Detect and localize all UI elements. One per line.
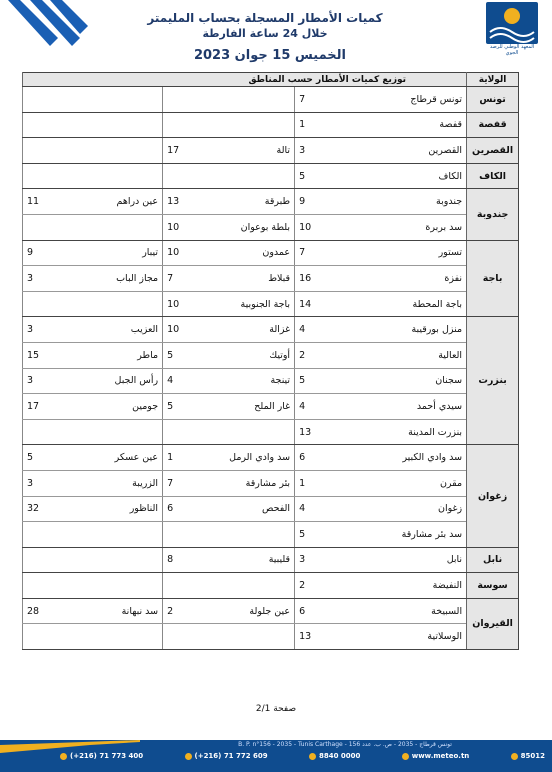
governorate-cell: قفصة: [467, 112, 519, 138]
rainfall-value: 28: [23, 598, 53, 624]
station-name: عين دراهم: [53, 189, 163, 215]
rainfall-value: 4: [295, 394, 317, 420]
station-name: باجة الجنوبية: [185, 291, 295, 317]
rainfall-value: 5: [295, 368, 317, 394]
rainfall-value: [163, 522, 185, 548]
rainfall-value: 14: [295, 291, 317, 317]
website-link[interactable]: www.meteo.tn: [411, 752, 470, 760]
rainfall-value: 2: [295, 342, 317, 368]
station-name: مجاز الباب: [53, 266, 163, 292]
station-name: مقرن: [317, 470, 467, 496]
station-name: جومين: [53, 394, 163, 420]
table-row: [23, 445, 519, 471]
institute-logo: [486, 2, 538, 44]
governorate-cell: جندوبة: [467, 189, 519, 240]
governorate-cell: تونس: [467, 87, 519, 113]
rainfall-value: [23, 138, 53, 164]
rainfall-value: [23, 87, 53, 113]
table-row: [23, 547, 519, 573]
station-name: تينجة: [185, 368, 295, 394]
table-row: [23, 138, 519, 164]
station-name: سد بئر مشارقة: [317, 522, 467, 548]
rainfall-value: [23, 522, 53, 548]
rainfall-value: [23, 163, 53, 189]
station-name: الوسلاتية: [317, 624, 467, 650]
station-name: سد وادي الرمل: [185, 445, 295, 471]
station-name: [185, 573, 295, 599]
station-name: [185, 419, 295, 445]
station-name: تستور: [317, 240, 467, 266]
governorate-cell: القصرين: [467, 138, 519, 164]
table-row: [23, 87, 519, 113]
station-name: ماطر: [53, 342, 163, 368]
corner-stripes-decoration: [0, 0, 110, 60]
station-name: [185, 163, 295, 189]
table-row: [23, 598, 519, 624]
rainfall-value: 10: [163, 291, 185, 317]
governorate-cell: زغوان: [467, 445, 519, 547]
phone-number: (+216) 71 773 400: [70, 752, 144, 760]
station-name: عين جلولة: [185, 598, 295, 624]
station-name: غزالة: [185, 317, 295, 343]
rainfall-value: 13: [163, 189, 185, 215]
station-name: تونس قرطاج: [317, 87, 467, 113]
rainfall-value: [23, 291, 53, 317]
station-name: عين عسكر: [53, 445, 163, 471]
station-name: [53, 112, 163, 138]
footer-contacts: [60, 752, 545, 760]
rainfall-value: 6: [295, 598, 317, 624]
fax-contact: [185, 752, 268, 760]
footer-ribbon-decoration: [0, 727, 140, 772]
station-name: سد بربرة: [317, 214, 467, 240]
rainfall-value: 3: [23, 470, 53, 496]
table-row: [23, 522, 519, 548]
station-name: بئر مشارقة: [185, 470, 295, 496]
rainfall-value: 4: [163, 368, 185, 394]
rainfall-value: 10: [295, 214, 317, 240]
station-name: [53, 624, 163, 650]
rainfall-value: 2: [295, 573, 317, 599]
station-name: قبلاط: [185, 266, 295, 292]
rainfall-value: 2: [163, 598, 185, 624]
station-name: العزيب: [53, 317, 163, 343]
station-name: زغوان: [317, 496, 467, 522]
governorate-cell: نابل: [467, 547, 519, 573]
station-name: نابل: [317, 547, 467, 573]
rainfall-value: 1: [295, 470, 317, 496]
station-name: تالة: [185, 138, 295, 164]
rainfall-value: 7: [163, 470, 185, 496]
station-name: تيبار: [53, 240, 163, 266]
fax-number: (+216) 71 772 609: [194, 752, 268, 760]
rainfall-value: 5: [295, 163, 317, 189]
table-row: [23, 317, 519, 343]
page-number: صفحة 2/1: [255, 704, 297, 714]
footer-address: B. P. n°156 - 2035 - Tunis Carthage - تونس قرطاج - 2035 - ص. ب. عدد 156: [238, 741, 452, 748]
rainfall-value: 1: [295, 112, 317, 138]
station-name: سجنان: [317, 368, 467, 394]
table-body: [23, 87, 519, 650]
station-name: [185, 87, 295, 113]
table-row: [23, 419, 519, 445]
title-line-1: كميات الأمطار المسجلة بحساب المليمتر: [147, 11, 383, 25]
station-name: سيدي أحمد: [317, 394, 467, 420]
rainfall-value: 7: [163, 266, 185, 292]
station-name: [53, 138, 163, 164]
rainfall-value: 17: [163, 138, 185, 164]
table-row: [23, 624, 519, 650]
rainfall-value: [163, 163, 185, 189]
station-name: القصرين: [317, 138, 467, 164]
station-name: نفزة: [317, 266, 467, 292]
rainfall-value: 4: [295, 317, 317, 343]
rainfall-value: 3: [295, 138, 317, 164]
rainfall-value: [163, 112, 185, 138]
station-name: قفصة: [317, 112, 467, 138]
rainfall-value: 10: [163, 214, 185, 240]
phone-icon: [60, 753, 67, 760]
rainfall-value: 3: [23, 317, 53, 343]
station-name: العالية: [317, 342, 467, 368]
station-name: [53, 291, 163, 317]
station-name: طبرقة: [185, 189, 295, 215]
globe-icon: [402, 753, 409, 760]
station-name: رأس الجبل: [53, 368, 163, 394]
governorate-cell: الكاف: [467, 163, 519, 189]
rainfall-table: [22, 72, 519, 650]
rainfall-value: 8: [163, 547, 185, 573]
report-date: الخميس 15 جوان 2023: [193, 48, 347, 63]
rainfall-value: 9: [295, 189, 317, 215]
station-name: أوتيك: [185, 342, 295, 368]
rainfall-value: 10: [163, 240, 185, 266]
rainfall-value: [163, 573, 185, 599]
station-name: [53, 547, 163, 573]
green-number: 8840 0000: [319, 752, 361, 760]
rainfall-value: 5: [23, 445, 53, 471]
table-row: [23, 573, 519, 599]
rainfall-value: [163, 87, 185, 113]
table-row: [23, 266, 519, 292]
station-name: [53, 214, 163, 240]
rainfall-value: 6: [163, 496, 185, 522]
station-name: [53, 522, 163, 548]
rainfall-value: 1: [163, 445, 185, 471]
station-name: الفحص: [185, 496, 295, 522]
table-row: [23, 189, 519, 215]
rainfall-value: [23, 547, 53, 573]
rainfall-value: 10: [163, 317, 185, 343]
sms-contact: [511, 752, 545, 760]
sms-icon: [511, 753, 518, 760]
table-row: [23, 496, 519, 522]
governorate-cell: باجة: [467, 240, 519, 317]
table-row: [23, 240, 519, 266]
table-row: [23, 368, 519, 394]
report-title: [120, 10, 410, 41]
rainfall-value: [23, 573, 53, 599]
station-name: النفيضة: [317, 573, 467, 599]
station-name: غار الملح: [185, 394, 295, 420]
rainfall-value: 11: [23, 189, 53, 215]
rainfall-value: 6: [295, 445, 317, 471]
governorate-header: الولاية: [467, 73, 519, 87]
table-row: [23, 394, 519, 420]
rainfall-value: [23, 419, 53, 445]
station-name: [53, 419, 163, 445]
table-row: [23, 214, 519, 240]
rainfall-value: 3: [295, 547, 317, 573]
rainfall-value: 5: [295, 522, 317, 548]
sms-number: 85012: [520, 752, 545, 760]
station-name: قليبية: [185, 547, 295, 573]
table-row: [23, 112, 519, 138]
station-name: منزل بورقيبة: [317, 317, 467, 343]
rainfall-value: 17: [23, 394, 53, 420]
station-name: الناظور: [53, 496, 163, 522]
governorate-cell: سوسة: [467, 573, 519, 599]
station-name: بنزرت المدينة: [317, 419, 467, 445]
rainfall-value: [23, 214, 53, 240]
table-row: [23, 163, 519, 189]
rainfall-value: 7: [295, 87, 317, 113]
rainfall-value: [163, 419, 185, 445]
title-line-2: خلال 24 ساعة الفارطة: [202, 27, 328, 40]
rainfall-value: 16: [295, 266, 317, 292]
website-contact: [402, 752, 470, 760]
distribution-header: توزيع كميات الأمطار حسب المناطق: [23, 73, 467, 87]
rainfall-value: 4: [295, 496, 317, 522]
fax-icon: [185, 753, 192, 760]
green-number-icon: [309, 753, 316, 760]
station-name: [53, 163, 163, 189]
station-name: [185, 522, 295, 548]
station-name: باجة المحطة: [317, 291, 467, 317]
rainfall-value: 9: [23, 240, 53, 266]
governorate-cell: بنزرت: [467, 317, 519, 445]
station-name: [185, 624, 295, 650]
rainfall-value: 13: [295, 624, 317, 650]
station-name: بلطة بوعوان: [185, 214, 295, 240]
station-name: السبيخة: [317, 598, 467, 624]
station-name: سد نبهانة: [53, 598, 163, 624]
table-row: [23, 470, 519, 496]
phone-contact: [60, 752, 143, 760]
station-name: الكاف: [317, 163, 467, 189]
rainfall-value: 7: [295, 240, 317, 266]
rainfall-value: 13: [295, 419, 317, 445]
station-name: عمدون: [185, 240, 295, 266]
table-row: [23, 291, 519, 317]
station-name: [185, 112, 295, 138]
station-name: جندوبة: [317, 189, 467, 215]
rainfall-value: 5: [163, 342, 185, 368]
rainfall-value: 3: [23, 266, 53, 292]
table-row: [23, 342, 519, 368]
rainfall-value: 32: [23, 496, 53, 522]
rainfall-value: 3: [23, 368, 53, 394]
rainfall-value: [163, 624, 185, 650]
station-name: الزريبة: [53, 470, 163, 496]
rainfall-value: 5: [163, 394, 185, 420]
governorate-cell: القيروان: [467, 598, 519, 649]
station-name: سد وادي الكبير: [317, 445, 467, 471]
logo-caption: المعهد الوطني للرصد الجوي: [489, 44, 535, 56]
rainfall-value: [23, 624, 53, 650]
green-number-contact: [309, 752, 360, 760]
table-header-row: [23, 73, 519, 87]
rainfall-value: 15: [23, 342, 53, 368]
station-name: [53, 573, 163, 599]
station-name: [53, 87, 163, 113]
rainfall-value: [23, 112, 53, 138]
